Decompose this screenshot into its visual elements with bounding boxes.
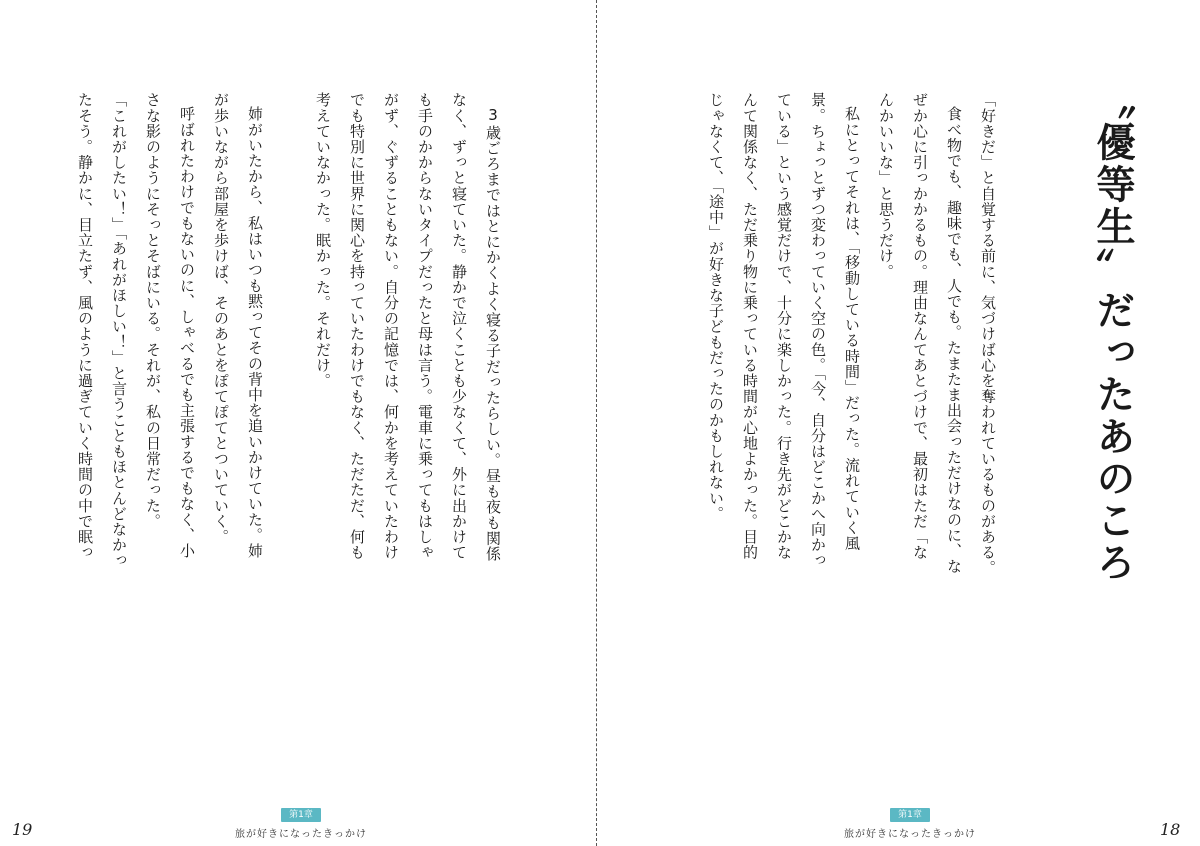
body-line: 景。ちょっとずつ変わっていく空の色。「今、自分はどこかへ向かっ (809, 92, 827, 569)
body-line: ている」という感覚だけで、十分に楽しかった。行き先がどこかな (775, 92, 793, 560)
running-footer (221, 802, 381, 840)
body-line: 考えていなかった。眠かった。それだけ。 (314, 92, 332, 389)
page-gutter (596, 0, 597, 846)
body-line: じゃなくて、「途中」が好きな子どもだったのかもしれない。 (707, 92, 725, 522)
body-line: 姉がいたから、私はいつも黙ってその背中を追いかけていた。姉 (246, 106, 264, 559)
chapter-badge: 第1章 (890, 808, 930, 822)
body-line: んて関係なく、ただ乗り物に乗っている時間が心地よかった。目的 (741, 92, 759, 560)
footer-title: 旅が好きになったきっかけ (844, 829, 976, 840)
body-line: 3歳ごろまではとにかくよく寝る子だったらしい。昼も夜も関係 (484, 106, 502, 562)
body-line: も手のかからないタイプだったと母は言う。電車に乗ってもはしゃ (416, 92, 434, 560)
body-line: たそう。静かに、目立たず、風のように過ぎていく時間の中で眠っ (76, 92, 94, 560)
body-line: 呼ばれたわけでもないのに、しゃべるでも主張するでもなく、小 (178, 106, 196, 559)
running-footer (830, 802, 990, 840)
chapter-title: 〝優等生〟だったあのころ (1090, 80, 1135, 584)
body-line: 「これがしたい！」「あれがほしい！」と言うこともほとんどなかっ (110, 92, 128, 569)
body-line: 私にとってそれは、「移動している時間」だった。流れていく風 (843, 106, 861, 551)
page-number: 18 (1160, 820, 1181, 839)
body-line: 食べ物でも、趣味でも、人でも。たまたま出会っただけなのに、な (945, 106, 963, 574)
page-number: 19 (12, 820, 33, 839)
body-line: 「好きだ」と自覚する前に、気づけば心を奪われているものがある。 (979, 92, 997, 576)
chapter-badge: 第1章 (281, 808, 321, 822)
body-line: が歩いながら部屋を歩けば、そのあとをぽてぽてとついていく。 (212, 92, 230, 545)
body-line: でも特別に世界に関心を持っていたわけでもなく、ただただ、何も (348, 92, 366, 560)
body-line: ぜか心に引っかかるもの。理由なんてあとづけで、最初はただ「な (911, 92, 929, 560)
body-line: がず、ぐずることもない。自分の記憶では、何かを考えていたわけ (382, 92, 400, 560)
footer-title: 旅が好きになったきっかけ (235, 829, 367, 840)
body-line: んかいいな」と思うだけ。 (877, 92, 895, 280)
body-line: なく、ずっと寝ていた。静かで泣くことも少なくて、外に出かけて (450, 92, 468, 560)
body-line: さな影のようにそっとそばにいる。それが、私の日常だった。 (144, 92, 162, 529)
